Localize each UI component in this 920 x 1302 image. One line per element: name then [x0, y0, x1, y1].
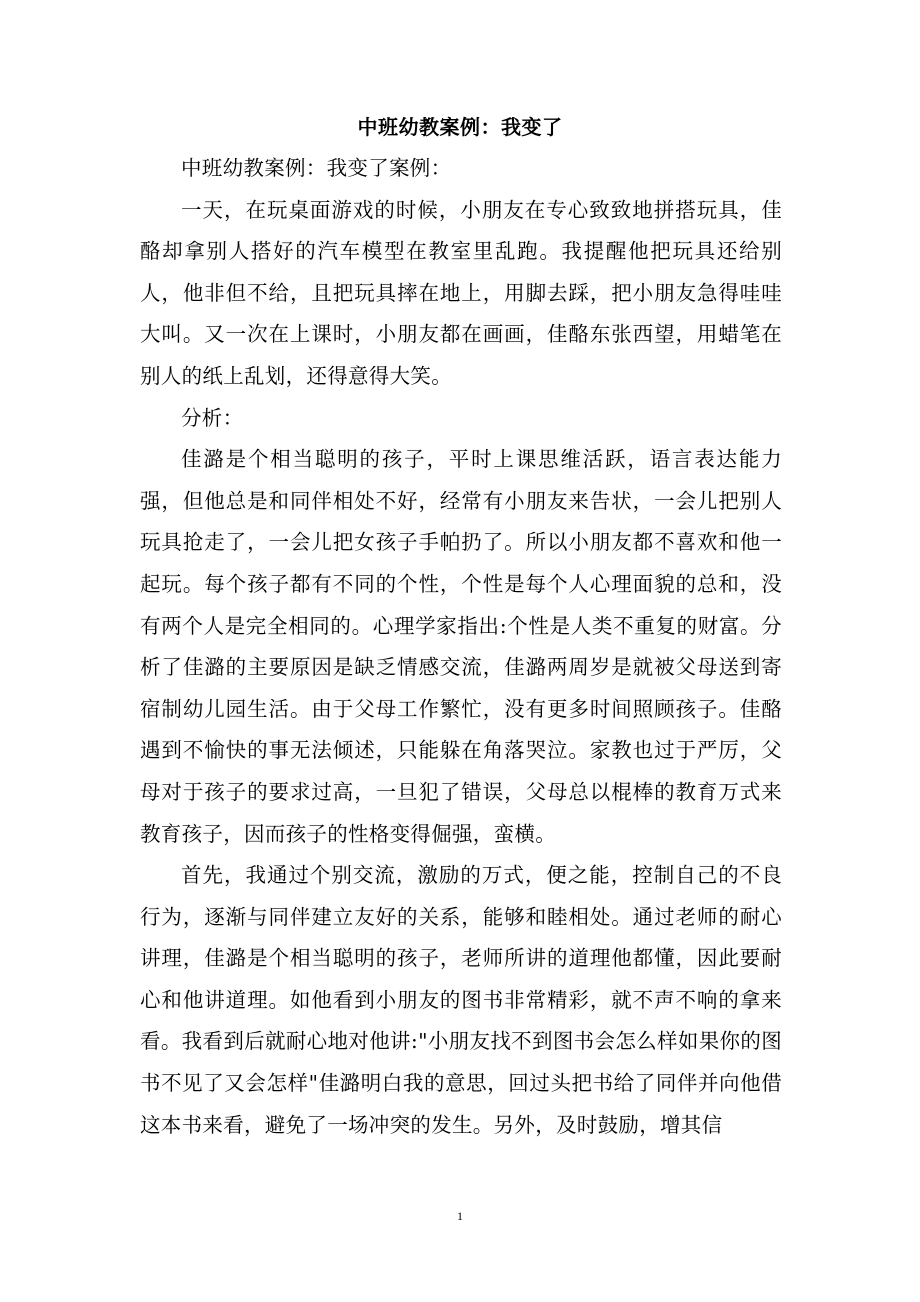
page-title: 中班幼教案例：我变了 — [357, 115, 563, 139]
paragraph-case-heading: 中班幼教案例：我变了案例： — [181, 156, 452, 180]
page-number: 1 — [457, 1209, 463, 1223]
paragraph-analysis-heading: 分析： — [181, 405, 244, 430]
paragraph-measures: 首先，我通过个别交流，激励的万式，便之能，控制自己的不良行为，逐渐与同伴建立友好的关系，能够和睦相处。通过老师的耐心讲理，佳潞是个相当聪明的孩子，老师所讲的道理他都懂，因此要耐心和他讲道理。如他看到小朋友的图书非常精彩，就不声不响的拿来看。我看到后就耐心地对他讲:"小朋友找不到图书会怎么样如果你的图书不见了又会怎样"佳潞明白我的意思，回过头把书给了同伴并向他借这本书来看，避免了一场冲突的发生。另外，及时鼓励，增其信 — [140, 863, 782, 1137]
body-text — [140, 148, 782, 1146]
paragraph-case-description: 一天，在玩桌面游戏的时候，小朋友在专心致致地拼搭玩具，佳酪却拿别人搭好的汽车模型在教室里乱跑。我提醒他把玩具还给别人，他非但不给，且把玩具摔在地上，用脚去踩，把小朋友急得哇哇大叫。又一次在上课时，小朋友都在画画，佳酪东张西望，用蜡笔在别人的纸上乱划，还得意得大笑。 — [140, 197, 782, 388]
paragraph-analysis: 佳潞是个相当聪明的孩子，平时上课思维活跃，语言表达能力强，但他总是和同伴相处不好，经常有小朋友来告状，一会儿把别人玩具抢走了，一会儿把女孩子手帕扔了。所以小朋友都不喜欢和他一起玩。每个孩子都有不同的个性，个性是每个人心理面貌的总和，没有两个人是完全相同的。心理学家指出:个性是人类不重复的财富。分析了佳潞的主要原因是缺乏情感交流，佳潞两周岁是就被父母送到寄宿制幼儿园生活。由于父母工作繁忙，没有更多时间照顾孩子。佳酪遇到不愉快的事无法倾述，只能躲在角落哭泣。家教也过于严厉，父母对于孩子的要求过高，一旦犯了错误，父母总以棍棒的教育万式来教育孩子，因而孩子的性格变得倔强，蛮横。 — [140, 447, 782, 846]
